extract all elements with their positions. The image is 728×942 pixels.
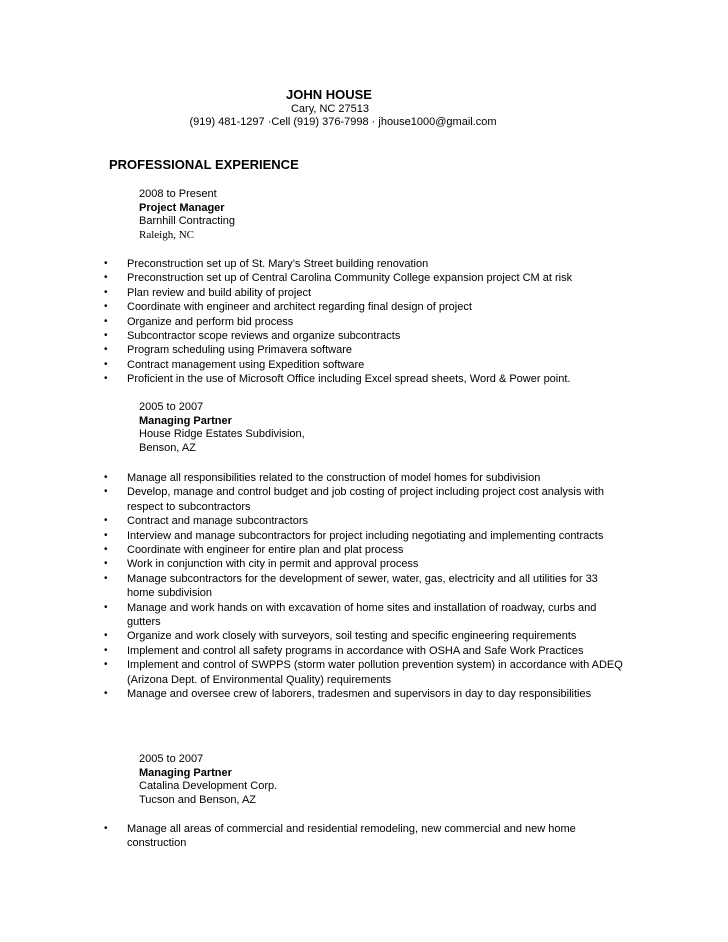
bullet-icon: • [104, 330, 108, 342]
bullet-icon: • [104, 486, 108, 498]
list-item: • Manage and oversee crew of laborers, tradesmen and supervisors in day to day responsibilities [104, 688, 592, 701]
list-item: • Subcontractor scope reviews and organize subcontracts [104, 330, 401, 343]
list-item: • Organize and perform bid process [104, 315, 294, 328]
list-item: • Manage subcontractors for the development of sewer, water, gas, electricity and all utilities for 33 home subdivision [104, 572, 598, 600]
candidate-name: JOHN HOUSE [286, 87, 372, 102]
list-item: • Coordinate with engineer for entire plan and plat process [104, 544, 404, 557]
bullet-icon: • [104, 272, 108, 284]
bullet-icon: • [104, 601, 108, 613]
candidate-address: Cary, NC 27513 [290, 103, 370, 115]
job-company: Catalina Development Corp. [139, 780, 278, 792]
job-location: Benson, AZ [139, 441, 196, 454]
list-item: • Preconstruction set up of St. Mary’s Street building renovation [104, 258, 429, 270]
list-item: • Implement and control all safety programs in accordance with OSHA and Safe Work Practices [104, 644, 584, 657]
list-item: • Manage and work hands on with excavation of home sites and installation of roadway, curbs and gutters [104, 601, 597, 629]
bullet-icon: • [104, 688, 108, 700]
list-item: • Contract and manage subcontractors [104, 515, 308, 528]
job-dates: 2005 to 2007 [139, 753, 204, 765]
job-location: Tucson and Benson, AZ [139, 793, 256, 806]
bullet-icon: • [104, 315, 108, 327]
bullet-icon: • [104, 659, 108, 671]
list-item: • Organize and work closely with surveyors, soil testing and specific engineering requirements [104, 630, 577, 643]
bullet-icon: • [104, 572, 108, 584]
candidate-contact: (919) 481-1297 ·Cell (919) 376-7998 · jhouse1000@gmail.com [189, 116, 497, 128]
bullet-icon: • [104, 529, 108, 541]
bullet-icon: • [104, 558, 108, 570]
bullet-icon: • [104, 258, 108, 269]
bullet-icon: • [104, 515, 108, 527]
list-item: • Program scheduling using Primavera software [104, 344, 352, 357]
bullet-icon: • [104, 286, 108, 298]
job-bullets [0, 257, 728, 387]
bullet-icon: • [104, 472, 108, 483]
list-item: • Develop, manage and control budget and job costing of project including project cost analysis with respect to subcontractors [104, 486, 604, 513]
list-item: • Work in conjunction with city in permit and approval process [104, 558, 419, 571]
job-company: Barnhill Contracting [139, 215, 235, 227]
job-header [139, 401, 305, 455]
job-header [139, 188, 235, 242]
list-item: • Proficient in the use of Microsoft Office including Excel spread sheets, Word & Power point. [104, 373, 571, 386]
bullet-icon: • [104, 823, 108, 834]
list-item: • Preconstruction set up of Central Carolina Community College expansion project CM at risk [104, 272, 573, 285]
job-bullets [0, 822, 728, 851]
list-item: • Manage all responsibilities related to the construction of model homes for subdivision [104, 472, 541, 484]
list-item: • Manage all areas of commercial and residential remodeling, new commercial and new home construction [104, 823, 576, 850]
bullet-icon: • [104, 344, 108, 356]
section-title-professional-experience: PROFESSIONAL EXPERIENCE [109, 157, 299, 172]
list-item: • Implement and control of SWPPS (storm water pollution prevention system) in accordance with ADEQ (Arizona Dept. of Environmental Quality) requirements [104, 659, 623, 686]
list-item: • Coordinate with engineer and architect regarding final design of project [104, 301, 472, 314]
job-title: Managing Partner [139, 414, 232, 427]
job-title: Project Manager [139, 201, 225, 214]
bullet-icon: • [104, 301, 108, 313]
bullet-icon: • [104, 630, 108, 642]
job-company: House Ridge Estates Subdivision, [139, 428, 305, 440]
list-item: • Plan review and build ability of project [104, 286, 312, 299]
job-location: Raleigh, NC [139, 228, 194, 241]
bullet-icon: • [104, 358, 108, 370]
job-bullets [0, 471, 728, 702]
job-header [139, 753, 277, 807]
job-title: Managing Partner [139, 766, 232, 779]
bullet-icon: • [104, 373, 108, 385]
bullet-icon: • [104, 644, 108, 656]
list-item: • Interview and manage subcontractors for project including negotiating and implementing contracts [104, 529, 604, 542]
bullet-icon: • [104, 544, 108, 556]
job-dates: 2008 to Present [139, 188, 217, 200]
list-item: • Contract management using Expedition software [104, 358, 365, 371]
job-dates: 2005 to 2007 [139, 401, 204, 413]
